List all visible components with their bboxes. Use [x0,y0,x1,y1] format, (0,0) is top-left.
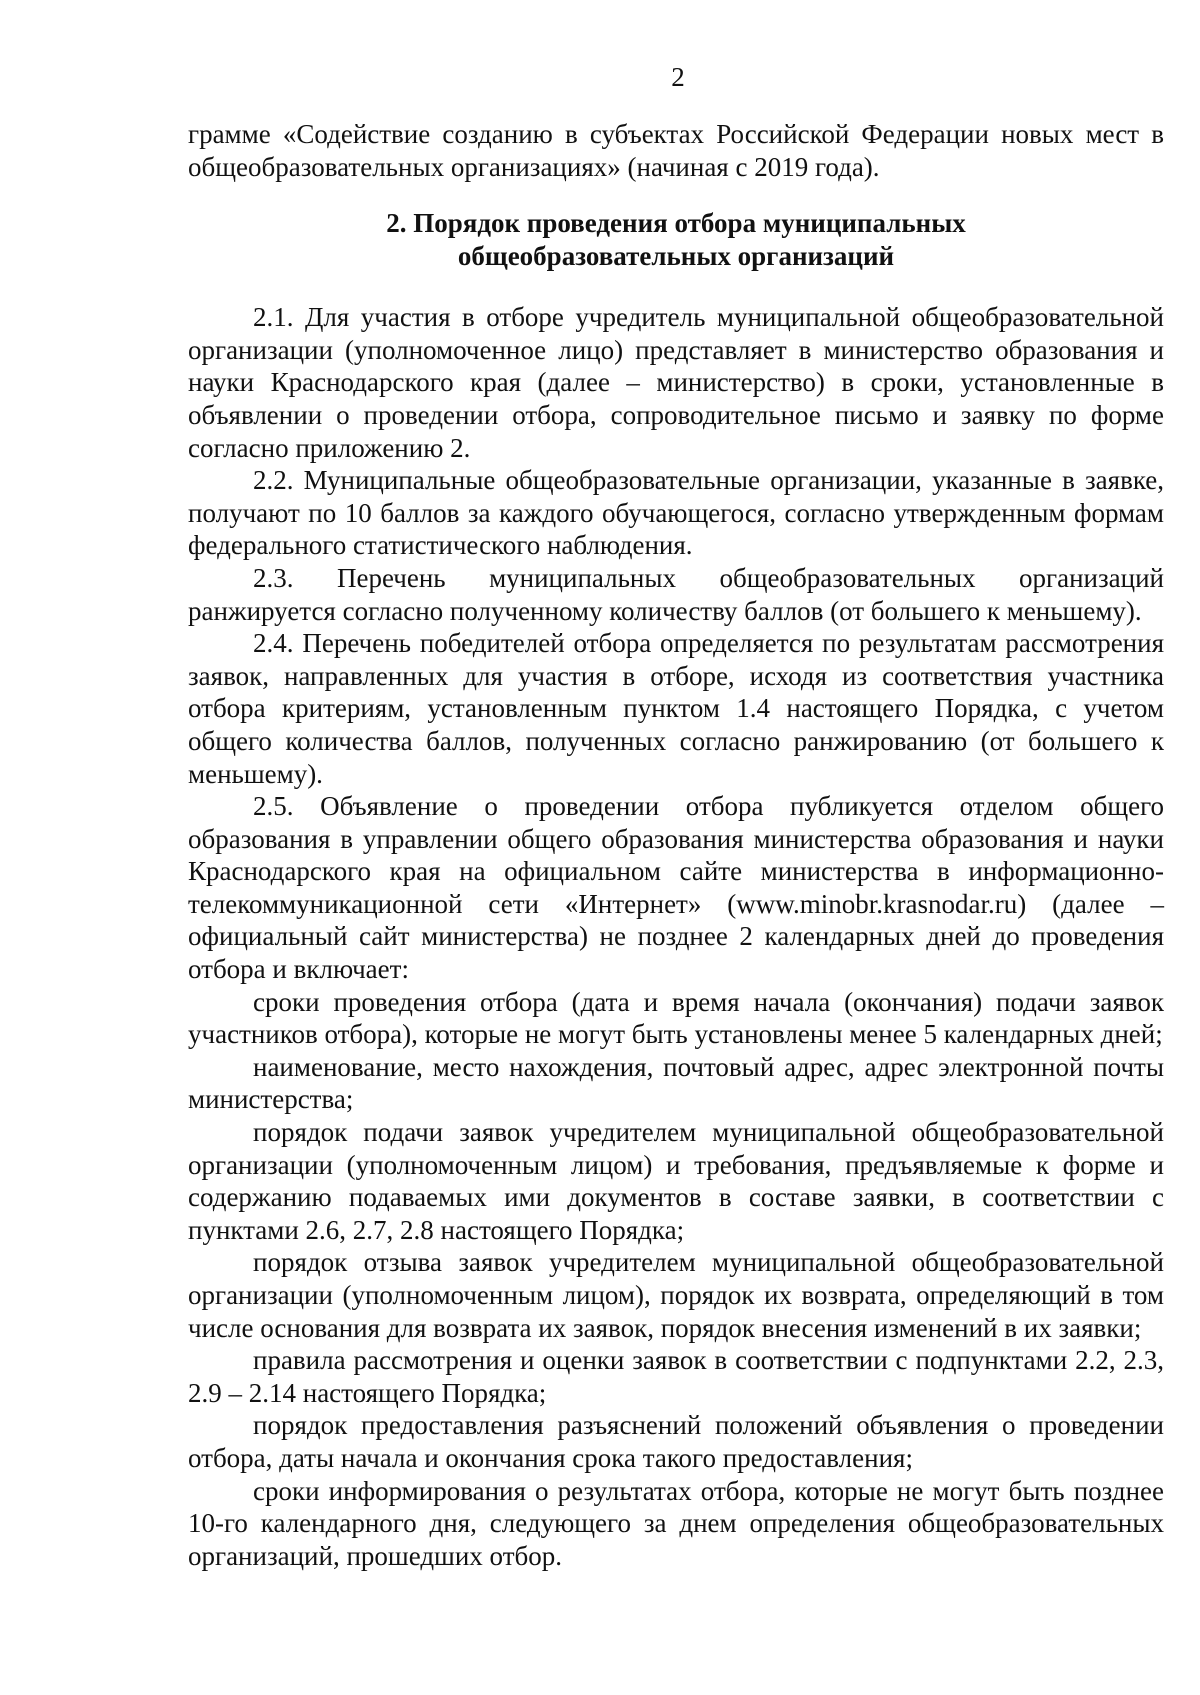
document-page [188,60,1164,1572]
page-number: 2 [671,62,685,92]
list-item-ministry-address: наименование, место нахождения, почтовый адрес, адрес электронной почты министерства; [188,1051,1164,1115]
list-item-deadlines: сроки проведения отбора (дата и время начала (окончания) подачи заявок участников отбора), которые не могут быть установлены менее 5 календарных дней; [188,986,1164,1050]
list-item-results-deadline: сроки информирования о результатах отбора, которые не могут быть позднее 10-го календарного дня, следующего за днем определения общеобразовательных организаций, прошедших отбор. [188,1475,1164,1571]
section-title [188,207,1164,273]
section-title-line-1: 2. Порядок проведения отбора муниципальных [386,208,966,239]
list-item-withdrawal-procedure: порядок отзыва заявок учредителем муниципальной общеобразовательной организации (уполномоченным лицом), порядок их возврата, определяющий в том числе основания для возврата их заявок, порядок внесения изменений в их заявки; [188,1247,1164,1343]
paragraph-2-3: 2.3. Перечень муниципальных общеобразовательных организаций ранжируется согласно полученному количеству баллов (от большего к меньшему). [188,562,1164,626]
intro-paragraph: грамме «Содействие созданию в субъектах Российской Федерации новых мест в общеобразовательных организациях» (начиная с 2019 года). [188,119,1164,182]
paragraph-2-1: 2.1. Для участия в отборе учредитель муниципальной общеобразовательной организации (уполномоченное лицо) представляет в министерство образования и науки Краснодарского края (далее – министерство) в сроки, установленные в объявлении о проведении отбора, сопроводительное письмо и заявку по форме согласно приложению 2. [188,302,1164,463]
paragraph-2-4: 2.4. Перечень победителей отбора определяется по результатам рассмотрения заявок, направленных для участия в отборе, исходя из соответствия участника отбора критериям, установленным пунктом 1.4 настоящего Порядка, с учетом общего количества баллов, полученных согласно ранжированию (от большего к меньшему). [188,628,1164,789]
section-title-line-2: общеобразовательных организаций [457,241,895,272]
paragraph-2-5: 2.5. Объявление о проведении отбора публикуется отделом общего образования в управлении общего образования министерства образования и науки Краснодарского края на официальном сайте министерства в информационно-телекоммуникационной сети «Интернет» (www.minobr.krasnodar.ru) (далее – официальный сайт министерства) не позднее 2 календарных дней до проведения отбора и включает: [188,791,1164,985]
list-item-clarifications: порядок предоставления разъяснений положений объявления о проведении отбора, даты начала и окончания срока такого предоставления; [188,1410,1164,1473]
list-item-submission-procedure: порядок подачи заявок учредителем муниципальной общеобразовательной организации (уполномоченным лицом) и требования, предъявляемые к форме и содержанию подаваемых ими документов в составе заявки, в соответствии с пунктами 2.6, 2.7, 2.8 настоящего Порядка; [188,1117,1164,1245]
paragraph-2-2: 2.2. Муниципальные общеобразовательные организации, указанные в заявке, получают по 10 баллов за каждого обучающегося, согласно утвержденным формам федерального статистического наблюдения. [188,465,1164,561]
list-item-review-rules: правила рассмотрения и оценки заявок в соответствии с подпунктами 2.2, 2.3, 2.9 – 2.14 настоящего Порядка; [188,1345,1164,1408]
